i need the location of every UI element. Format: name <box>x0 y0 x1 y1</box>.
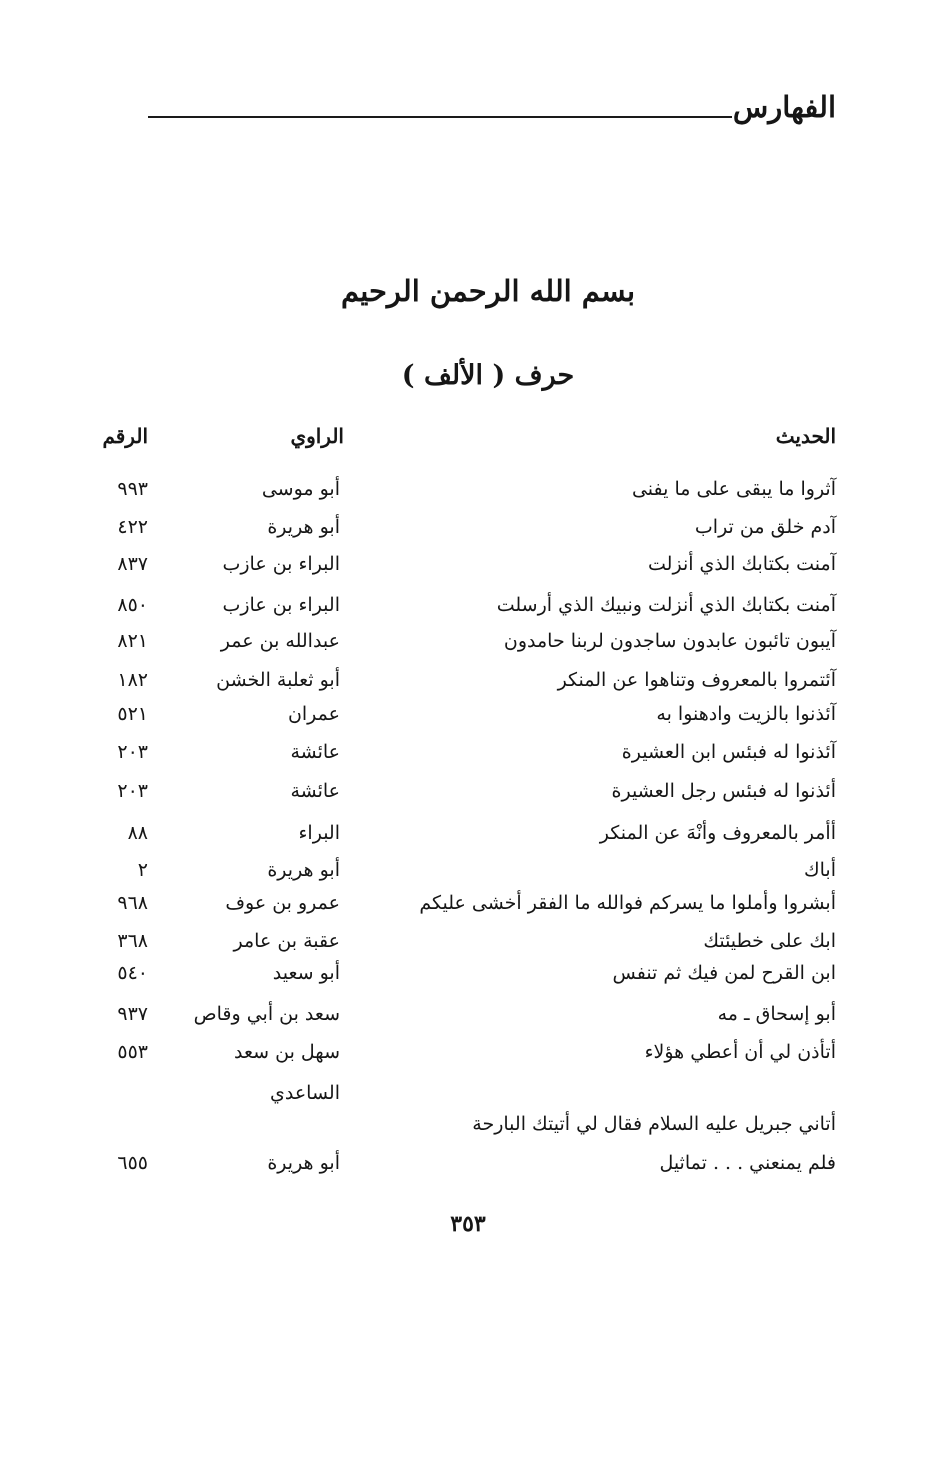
hadith-text: أتأذن لي أن أعطي هؤلاء <box>644 1041 836 1063</box>
hadith-number: ٨٥٠ <box>117 594 148 616</box>
narrator-name: سهل بن سعد <box>234 1041 340 1063</box>
hadith-number: ٩٦٨ <box>117 892 148 914</box>
narrator-name: عائشة <box>290 741 340 763</box>
hadith-text: آئذنوا بالزيت وادهنوا به <box>656 703 836 725</box>
hadith-text: آيبون تائبون عابدون ساجدون لربنا حامدون <box>503 630 836 652</box>
hadith-number: ١٨٢ <box>117 669 148 691</box>
hadith-number: ٥٢١ <box>117 703 148 725</box>
hadith-text: فلم يمنعني . . . تماثيل <box>659 1152 836 1174</box>
hadith-text: آدم خلق من تراب <box>694 516 836 538</box>
hadith-number: ٨٣٧ <box>117 553 148 575</box>
running-header-title: الفهارس <box>732 90 836 124</box>
narrator-name: عبدالله بن عمر <box>220 630 340 652</box>
hadith-number: ٨٨ <box>127 822 148 844</box>
basmala: بسم الله الرحمن الرحيم <box>340 274 636 308</box>
narrator-name: عمران <box>287 703 340 725</box>
section-heading: حرف ( الألف ) <box>401 360 575 391</box>
hadith-text: أبو إسحاق ـ مه <box>717 1003 836 1025</box>
hadith-text: ابك على خطيئتك <box>703 930 836 952</box>
narrator-name: سعد بن أبي وقاص <box>193 1003 340 1025</box>
hadith-text: أباك <box>803 859 836 881</box>
hadith-number: ٩٩٣ <box>117 478 148 500</box>
hadith-text: آثروا ما يبقى على ما يفنى <box>631 478 836 500</box>
hadith-text: أئذنوا له فبئس رجل العشيرة <box>611 780 836 802</box>
narrator-name: أبو هريرة <box>267 1152 340 1174</box>
narrator-name: البراء بن عازب <box>222 553 340 575</box>
hadith-number: ٥٥٣ <box>117 1041 148 1063</box>
narrator-name: أبو هريرة <box>267 516 340 538</box>
hadith-text: أأمر بالمعروف وأنْهَ عن المنكر <box>599 822 836 844</box>
hadith-number: ٣٦٨ <box>117 930 148 952</box>
narrator-name: عقبة بن عامر <box>233 930 340 952</box>
narrator-name: أبو سعيد <box>272 962 340 984</box>
narrator-name: أبو موسى <box>261 478 340 500</box>
hadith-number: ٨٢١ <box>117 630 148 652</box>
hadith-number: ٢ <box>137 859 148 881</box>
narrator-name: الساعدي <box>270 1082 340 1104</box>
page-number: ٣٥٣ <box>450 1211 486 1237</box>
hadith-text: أبشروا وأملوا ما يسركم فوالله ما الفقر أخشى عليكم <box>419 892 836 914</box>
hadith-number: ٥٤٠ <box>117 962 148 984</box>
hadith-number: ٢٠٣ <box>117 780 148 802</box>
narrator-name: أبو ثعلبة الخشن <box>216 669 340 691</box>
hadith-number: ٢٠٣ <box>117 741 148 763</box>
hadith-number: ٩٣٧ <box>117 1003 148 1025</box>
narrator-name: عائشة <box>290 780 340 802</box>
hadith-text: آمنت بكتابك الذي أنزلت ونبيك الذي أرسلت <box>496 594 836 616</box>
narrator-name: البراء بن عازب <box>222 594 340 616</box>
hadith-text: آمنت بكتابك الذي أنزلت <box>648 553 836 575</box>
column-header-narrator: الراوي <box>290 424 344 448</box>
hadith-text: أتاني جبريل عليه السلام فقال لي أتيتك البارحة <box>472 1113 836 1135</box>
column-header-hadith: الحديث <box>775 424 836 448</box>
hadith-number: ٤٢٢ <box>117 516 148 538</box>
column-header-number: الرقم <box>102 424 148 448</box>
hadith-text: ابن القرح لمن فيك ثم تنفس <box>612 962 836 984</box>
hadith-text: آئتمروا بالمعروف وتناهوا عن المنكر <box>557 669 836 691</box>
hadith-text: آئذنوا له فبئس ابن العشيرة <box>621 741 836 763</box>
narrator-name: البراء <box>298 822 340 844</box>
narrator-name: عمرو بن عوف <box>225 892 340 914</box>
header-rule <box>148 116 732 118</box>
narrator-name: أبو هريرة <box>267 859 340 881</box>
hadith-number: ٦٥٥ <box>117 1152 148 1174</box>
